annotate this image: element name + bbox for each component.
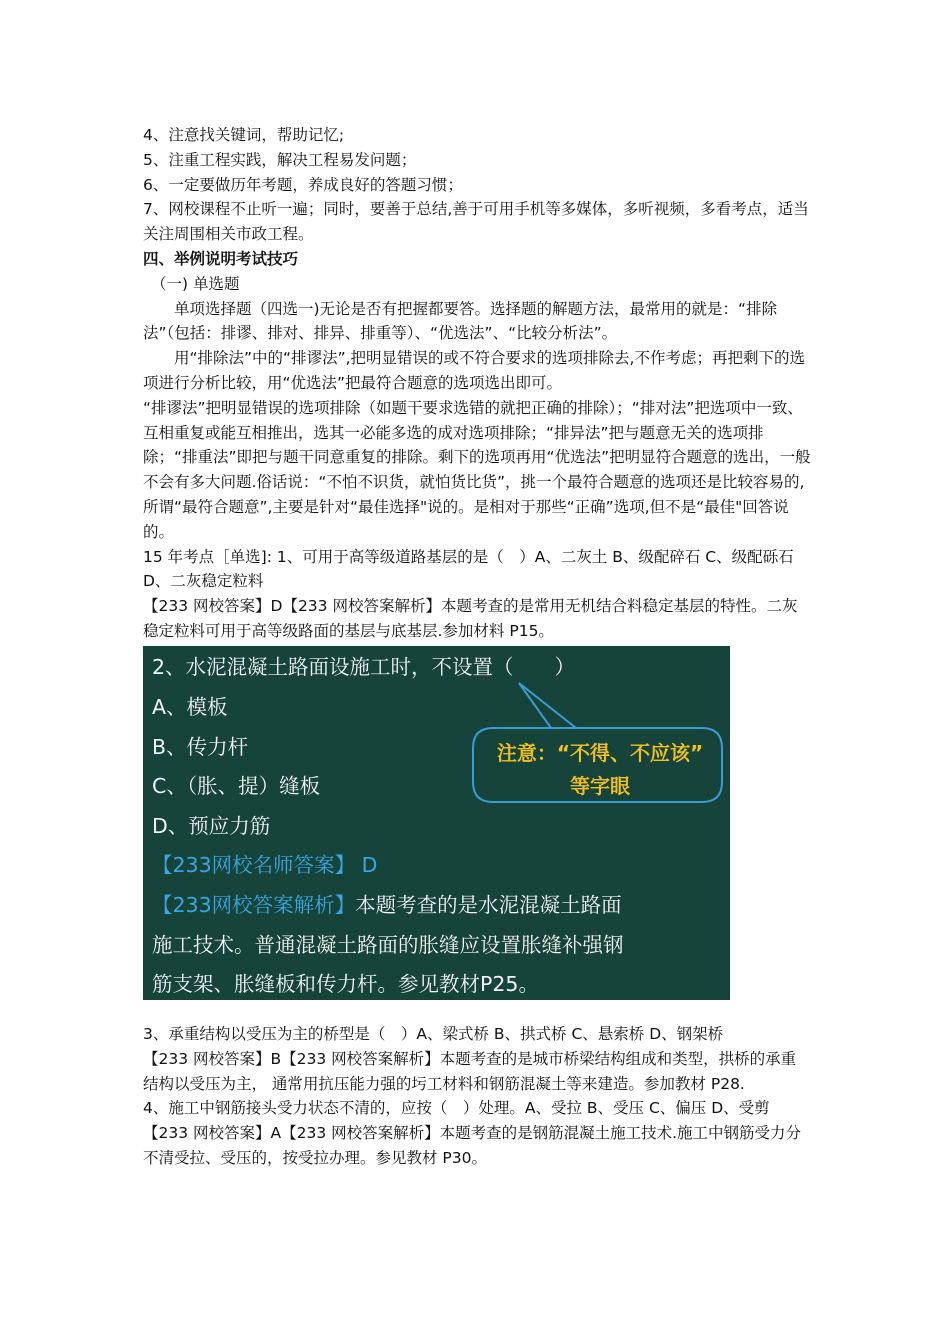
question-3-answer: 【233 网校答案】B【233 网校答案解析】本题考查的是城市桥梁结构组成和类型，拱桥的承重结构以受压为主， 通常用抗压能力强的圬工材料和钢筋混凝土等来建造。参加教材 P28.: [143, 1049, 797, 1093]
slide-question: 2、水泥混凝土路面设施工时，不设置（ ）: [152, 655, 576, 679]
tip-item-7: 7、网校课程不止听一遍；同时，要善于总结,善于可用手机等多媒体，多听视频，多看考点，适当关注周围相关市政工程。: [143, 200, 809, 244]
slide-analysis-line-2: 施工技术。普通混凝土路面的胀缝应设置胀缝补强钢: [152, 933, 624, 957]
slide-option-b: B、传力杆: [152, 735, 249, 759]
tip-item-5: 5、注重工程实践，解决工程易发问题；: [143, 150, 417, 169]
section-title: 四、举例说明考试技巧: [143, 249, 299, 268]
note-line-1: 注意：“不得、不应该”: [496, 741, 704, 765]
tip-item-4: 4、注意找关键词，帮助记忆;: [143, 126, 345, 144]
question-4-answer: 【233 网校答案】A【233 网校答案解析】本题考查的是钢筋混凝土施工技术.施工中钢筋受力分不清受拉、受压的，按受拉办理。参见教材 P30。: [143, 1124, 802, 1167]
slide-option-c: C、（胀、提）缝板: [152, 774, 321, 798]
subsection-title: （一) 单选题: [151, 274, 240, 293]
slide-analysis-text-1: 本题考查的是水泥混凝土路面: [355, 893, 622, 917]
question-4: 4、施工中钢筋接头受力状态不清的，应按（ ）处理。A、受拉 B、受压 C、偏压 D、受剪: [143, 1099, 770, 1118]
note-line-2: 等字眼: [570, 774, 630, 798]
slide-option-a: A、模板: [152, 695, 228, 719]
slide-analysis-line-3: 筋支架、胀缝板和传力杆。参见教材P25。: [152, 972, 539, 996]
slide-answer-label: 【233网校名师答案】: [152, 853, 356, 877]
paragraph-method-details: “排谬法”把明显错误的选项排除（如题干要求选错的就把正确的排除）；“排对法”把选项中一致、互相重复或能互相推出，选其一必能多选的成对选项排除；“排异法”把与题意无关的选项排除；“排重法”即把与题干同意重复的排除。剩下的选项再用“优选法”把明显符合题意的选出，一般不会有多大问题.俗话说：“不怕不识货，就怕货比货”，挑一个最符合题意的选项还是比较容易的,所谓“最符合题意”,主要是针对“最佳选择"说的。是相对于那些“正确”选项,但不是“最佳"回答说的。: [143, 398, 811, 541]
slide-answer-value: D: [361, 853, 378, 877]
document-body-lower: [143, 1022, 811, 1171]
slide-analysis-label: 【233网校答案解析】: [152, 893, 356, 917]
question-1-answer: 【233 网校答案】D【233 网校答案解析】本题考查的是常用无机结合料稳定基层的特性。二灰稳定粒料可用于高等级路面的基层与底基层.参加材料 P15。: [143, 597, 798, 640]
slide-option-d: D、预应力筋: [152, 814, 271, 838]
speech-bubble-note: [474, 737, 726, 803]
question-1: 15 年考点［单选]: 1、可用于高等级道路基层的是（ ）A、二灰土 B、级配碎石 C、级配砾石 D、二灰稳定粒料: [143, 547, 799, 591]
paragraph-exclusion: 用“排除法”中的“排谬法”,把明显错误的或不符合要求的选项排除去,不作考虑；再把剩下的选项进行分析比较，用“优选法”把最符合题意的选项选出即可。: [143, 349, 805, 392]
paragraph-methods: 单项选择题（四选一)无论是否有把握都要答。选择题的解题方法，最常用的就是：“排除法”（包括：排谬、排对、排异、排重等）、“优选法”、“比较分析法”。: [143, 299, 778, 343]
question-3: 3、承重结构以受压为主的桥型是（ ）A、梁式桥 B、拱式桥 C、悬索桥 D、钢架桥: [143, 1025, 724, 1043]
tip-item-6: 6、一定要做历年考题，养成良好的答题习惯；: [143, 175, 463, 194]
